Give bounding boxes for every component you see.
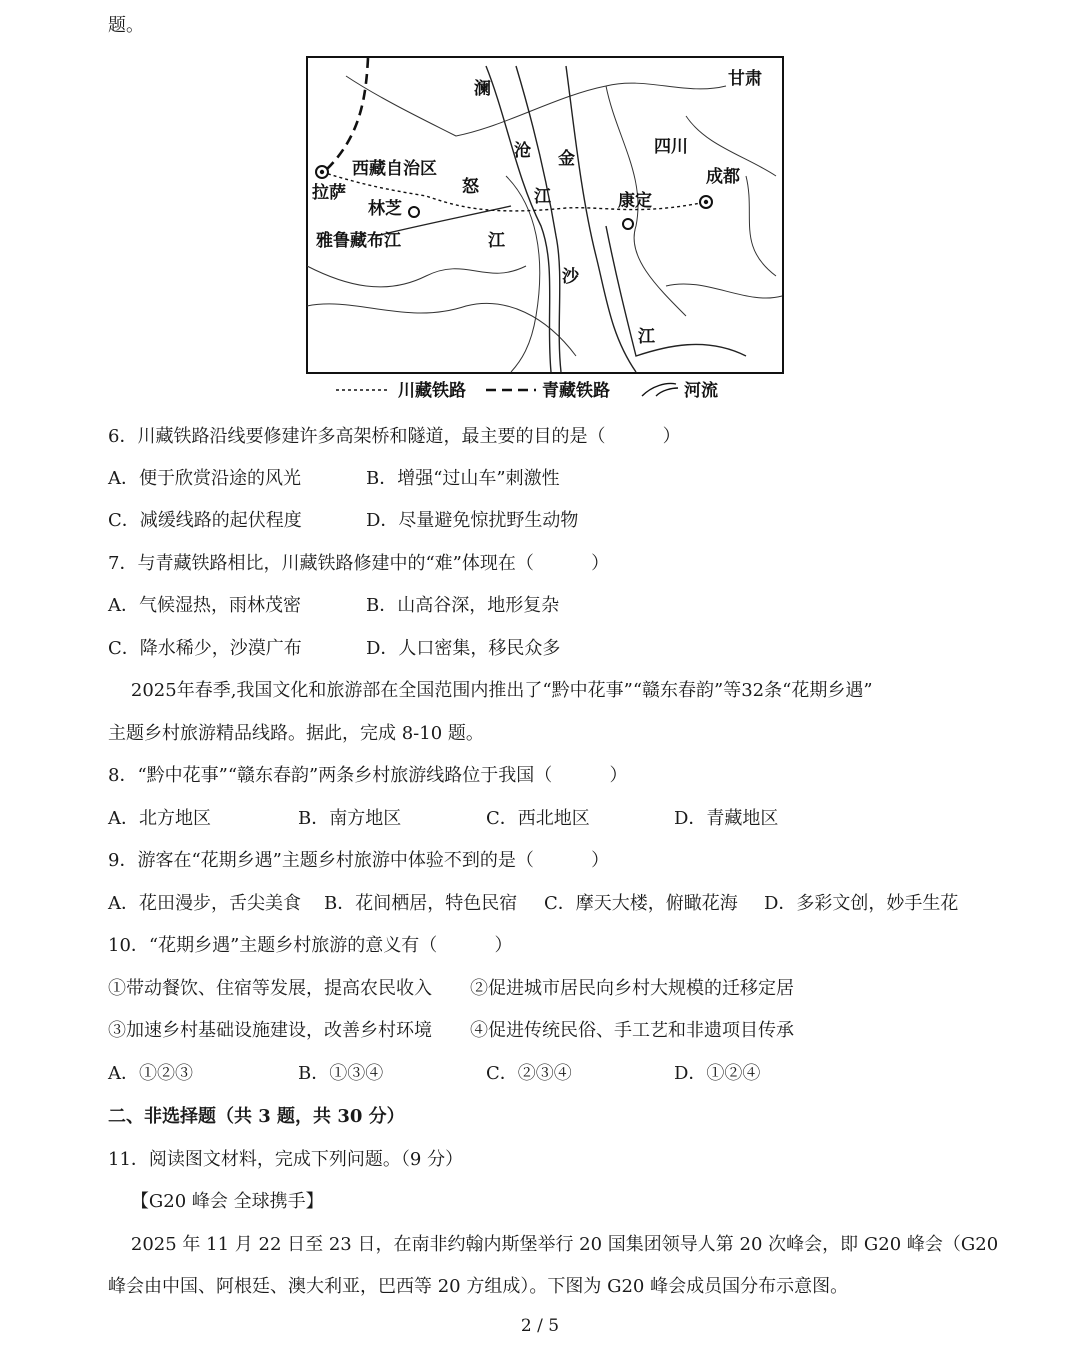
question-8-option-c: C．西北地区 (486, 808, 590, 829)
legend-qingzang-label: 青藏铁路 (542, 381, 610, 401)
railway-map (306, 56, 784, 374)
legend-river-label: 河流 (684, 381, 718, 401)
question-8-stem: 8．“黔中花事”“赣东春韵”两条乡村旅游线路位于我国（ ） (108, 765, 628, 786)
label-chengdu: 成都 (706, 167, 740, 187)
passage-2-line-2: 主题乡村旅游精品线路。据此，完成 8-10 题。 (108, 723, 484, 744)
question-6-stem: 6．川藏铁路沿线要修建许多高架桥和隧道，最主要的目的是（ ） (108, 426, 681, 447)
question-7-option-a: A．气候湿热，雨林茂密 (108, 595, 301, 616)
question-9-option-d: D．多彩文创，妙手生花 (764, 893, 959, 914)
question-10-stem: 10．“花期乡遇”主题乡村旅游的意义有（ ） (108, 935, 513, 956)
question-11-paragraph-line-2: 峰会由中国、阿根廷、澳大利亚，巴西等 20 方组成）。下图为 G20 峰会成员国分布示意图。 (108, 1276, 849, 1297)
label-nu: 怒 (462, 177, 479, 197)
question-6-option-a: A．便于欣赏沿途的风光 (108, 468, 301, 489)
question-11-paragraph-line-1: 2025 年 11 月 22 日至 23 日，在南非约翰内斯堡举行 20 国集团领导人第 20 次峰会，即 G20 峰会（G20 (108, 1234, 999, 1255)
question-10-item-1: ①带动餐饮、住宿等发展，提高农民收入 (108, 978, 432, 999)
label-sichuan: 四川 (654, 137, 688, 157)
label-lhasa: 拉萨 (312, 183, 346, 203)
label-jin: 金 (558, 149, 575, 169)
label-tibet: 西藏自治区 (352, 159, 437, 179)
question-7-option-c: C．降水稀少，沙漠广布 (108, 638, 302, 659)
intro-tail-text: 题。 (108, 15, 144, 36)
label-sha: 沙 (562, 267, 579, 287)
label-linzhi: 林芝 (368, 199, 402, 219)
question-10-option-a: A．①②③ (108, 1063, 193, 1084)
question-10-option-d: D．①②④ (674, 1063, 761, 1084)
kangding-marker (623, 219, 633, 229)
question-9-option-c: C．摩天大楼，俯瞰花海 (544, 893, 738, 914)
question-9-option-a: A．花田漫步，舌尖美食 (108, 893, 301, 914)
section-2-heading: 二、非选择题（共 3 题，共 30 分） (108, 1106, 405, 1127)
question-7-option-b: B．山高谷深，地形复杂 (366, 595, 560, 616)
question-10-option-c: C．②③④ (486, 1063, 572, 1084)
question-9-stem: 9．游客在“花期乡遇”主题乡村旅游中体验不到的是（ ） (108, 850, 610, 871)
question-8-option-b: B．南方地区 (298, 808, 402, 829)
label-gansu: 甘肃 (728, 69, 762, 89)
label-jiang-3: 江 (638, 327, 655, 347)
linzhi-marker (409, 207, 419, 217)
label-jiang-2: 江 (488, 231, 505, 251)
question-9-option-b: B．花间栖居，特色民宿 (324, 893, 518, 914)
label-yarlung: 雅鲁藏布江 (316, 231, 401, 251)
question-7-stem: 7．与青藏铁路相比，川藏铁路修建中的“难”体现在（ ） (108, 553, 610, 574)
page-number: 2 / 5 (520, 1316, 560, 1336)
question-10-item-3: ③加速乡村基础设施建设，改善乡村环境 (108, 1020, 432, 1041)
passage-2-line-1: 2025年春季,我国文化和旅游部在全国范围内推出了“黔中花事”“赣东春韵”等32条“花期乡遇” (108, 680, 873, 701)
question-6-option-c: C．减缓线路的起伏程度 (108, 510, 302, 531)
question-11-subtitle: 【G20 峰会 全球携手】 (108, 1191, 324, 1212)
label-cang: 沧 (514, 141, 531, 161)
map-legend (336, 376, 756, 404)
question-7-option-d: D．人口密集，移民众多 (366, 638, 561, 659)
question-10-option-b: B．①③④ (298, 1063, 384, 1084)
question-6-option-b: B．增强“过山车”刺激性 (366, 468, 560, 489)
label-lan: 澜 (474, 79, 491, 99)
question-10-item-2: ②促进城市居民向乡村大规模的迁移定居 (470, 978, 794, 999)
question-8-option-a: A．北方地区 (108, 808, 211, 829)
question-11-stem: 11．阅读图文材料，完成下列问题。（9 分） (108, 1149, 464, 1170)
question-8-option-d: D．青藏地区 (674, 808, 779, 829)
question-10-item-4: ④促进传统民俗、手工艺和非遗项目传承 (470, 1020, 794, 1041)
legend-river-swatch (642, 384, 678, 397)
question-6-option-d: D．尽量避免惊扰野生动物 (366, 510, 579, 531)
label-jiang-1: 江 (534, 187, 551, 207)
label-kangding: 康定 (618, 191, 652, 211)
legend-chuanzang-label: 川藏铁路 (398, 381, 466, 401)
